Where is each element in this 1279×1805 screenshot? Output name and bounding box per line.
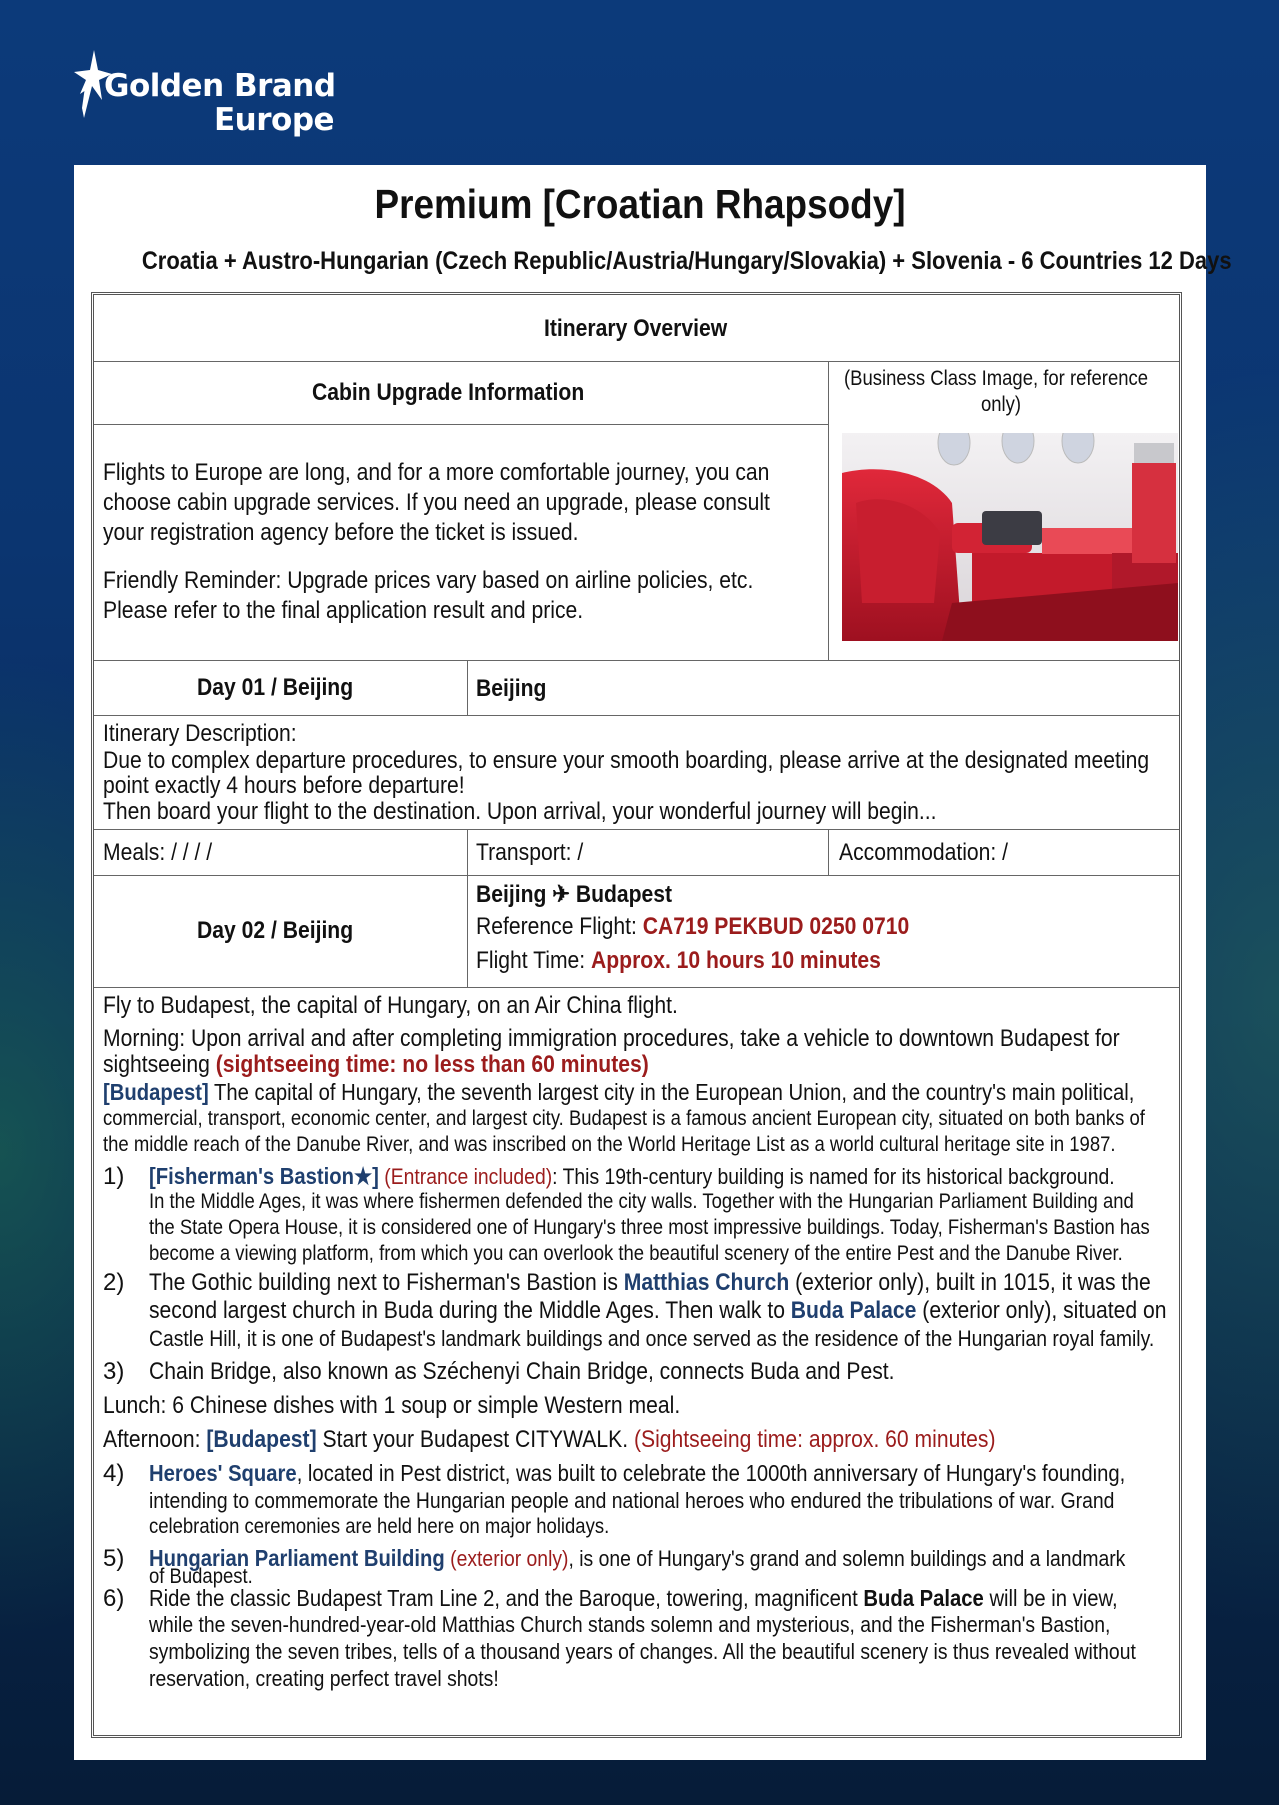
item2-text: The Gothic building next to Fisherman's Bastion is <box>149 1269 624 1296</box>
item2-line3: Castle Hill, it is one of Budapest's landmark buildings and once served as the residence of the Hungarian royal family. <box>149 1326 1155 1351</box>
item5-line1 <box>149 1545 1125 1572</box>
afternoon-time-note: (Sightseeing time: approx. 60 minutes) <box>633 1426 996 1453</box>
sightseeing-time-note: (sightseeing time: no less than 60 minutes) <box>215 1051 649 1078</box>
item6-line1 <box>149 1585 1118 1612</box>
item6-line3: symbolizing the seven tribes, tells of a thousand years of changes. All the beautiful scenery is thus revealed without <box>149 1639 1136 1664</box>
item3-number: 3) <box>103 1358 125 1385</box>
afternoon-budapest-tag: [Budapest] <box>206 1426 317 1453</box>
matthias-church-tag: Matthias Church <box>623 1269 790 1296</box>
day1-desc-line: Then board your flight to the destination. Upon arrival, your wonderful journey will begin... <box>103 798 937 825</box>
budapest-tag: [Budapest] <box>103 1079 209 1105</box>
itinerary-document <box>74 165 1232 1760</box>
day2-intro: Fly to Budapest, the capital of Hungary, on an Air China flight. <box>103 992 678 1019</box>
day2-route: Beijing ✈ Budapest <box>476 881 673 908</box>
day1-desc-line: point exactly 4 hours before departure! <box>103 772 465 799</box>
afternoon-line <box>103 1426 996 1454</box>
day2-flight <box>476 913 909 941</box>
day2-flight-time <box>476 947 881 975</box>
heroes-square-tag: Heroes' Square <box>149 1460 297 1486</box>
brand-name-line2: Europe <box>214 102 335 138</box>
lunch-text: Lunch: 6 Chinese dishes with 1 soup or simple Western meal. <box>103 1392 681 1419</box>
item2-text: (exterior only), situated on <box>916 1297 1167 1324</box>
budapest-desc-line1 <box>103 1079 1134 1106</box>
item2-line2 <box>149 1297 1166 1325</box>
buda-palace-tag: Buda Palace <box>790 1297 917 1324</box>
day2-morning-line2 <box>103 1051 649 1079</box>
item2-line1 <box>149 1269 1151 1297</box>
item6-line2: while the seven-hundred-year-old Matthias Church stands solemn and mysterious, and the Fisherman's Bastion, <box>149 1612 1111 1637</box>
cabin-upgrade-header: Cabin Upgrade Information <box>312 379 585 406</box>
budapest-desc-line3: the middle reach of the Danube River, and was inscribed on the World Heritage List as a world cultural heritage site in 1987. <box>103 1133 1116 1156</box>
budapest-desc-line2: commercial, transport, economic center, and largest city. Budapest is a famous ancient European city, situated on both banks of <box>103 1107 1145 1130</box>
item1-line: become a viewing platform, from which you can overlook the beautiful scenery of the entire Pest and the Danube River. <box>149 1242 1123 1265</box>
item2-text: second largest church in Buda during the Middle Ages. Then walk to <box>149 1297 791 1324</box>
item1-line1 <box>149 1163 1115 1190</box>
brand-name-line1: Golden Brand <box>104 68 336 104</box>
item2-number: 2) <box>103 1269 125 1296</box>
cabin-info-line: choose cabin upgrade services. If you need an upgrade, please consult <box>103 489 770 516</box>
cabin-reminder-line: Friendly Reminder: Upgrade prices vary based on airline policies, etc. <box>103 567 754 594</box>
document-subtitle: Croatia + Austro-Hungarian (Czech Republic/Austria/Hungary/Slovakia) + Slovenia - 6 Countries 12 Days <box>141 247 1232 275</box>
item4-text: , located in Pest district, was built to celebrate the 1000th anniversary of Hungary's founding, <box>296 1460 1126 1486</box>
day1-desc-line: Itinerary Description: <box>103 720 297 747</box>
day2-label: Day 02 / Beijing <box>197 917 354 944</box>
afternoon-text: Start your Budapest CITYWALK. <box>316 1426 634 1453</box>
image-caption-line2: only) <box>981 393 1022 416</box>
day1-city: Beijing <box>476 675 547 702</box>
flight-label: Reference Flight: <box>476 913 643 940</box>
item5-number: 5) <box>103 1545 125 1572</box>
item6-number: 6) <box>103 1585 125 1612</box>
item4-line3: celebration ceremonies are held here on major holidays. <box>149 1515 610 1538</box>
item5-text: , is one of Hungary's grand and solemn buildings and a landmark <box>568 1546 1126 1571</box>
afternoon-text: Afternoon: <box>103 1426 207 1453</box>
day2-morning-line1: Morning: Upon arrival and after completing immigration procedures, take a vehicle to downtown Budapest for <box>103 1025 1120 1052</box>
cabin-info-line: your registration agency before the ticket is issued. <box>103 519 579 546</box>
exterior-only-note: (exterior only) <box>444 1546 569 1571</box>
morning-text: sightseeing <box>103 1051 216 1078</box>
item1-text: : This 19th-century building is named for its historical background. <box>552 1164 1115 1189</box>
item5-line2: of Budapest. <box>149 1565 253 1588</box>
cabin-info-line: Flights to Europe are long, and for a more comfortable journey, you can <box>103 459 770 486</box>
day1-transport: Transport: / <box>476 839 584 866</box>
item1-line: In the Middle Ages, it was where fishermen defended the city walls. Together with the Hungarian Parliament Building and <box>149 1190 1134 1213</box>
day1-accommodation: Accommodation: / <box>839 839 1009 866</box>
item1-number: 1) <box>103 1163 125 1190</box>
buda-palace-bold: Buda Palace <box>863 1585 984 1611</box>
flight-time-value: Approx. 10 hours 10 minutes <box>591 947 881 974</box>
flight-number: CA719 PEKBUD 0250 0710 <box>642 913 910 940</box>
document-title: Premium [Croatian Rhapsody] <box>374 181 906 227</box>
parliament-tag: Hungarian Parliament Building <box>149 1545 445 1571</box>
item4-line2: intending to commemorate the Hungarian people and national heroes who endured the tribulations of war. Grand <box>149 1488 1115 1513</box>
cabin-reminder-line: Please refer to the final application result and price. <box>103 597 584 624</box>
item1-line: the State Opera House, it is considered one of Hungary's three most impressive buildings. Today, Fisherman's Bastion has <box>149 1216 1150 1239</box>
day1-label: Day 01 / Beijing <box>197 674 354 701</box>
day1-desc-line: Due to complex departure procedures, to ensure your smooth boarding, please arrive at the designated meeting <box>103 747 1150 774</box>
budapest-text: The capital of Hungary, the seventh largest city in the European Union, and the country's main political, <box>208 1079 1135 1105</box>
item4-line1 <box>149 1460 1125 1487</box>
fishermans-bastion-tag: [Fisherman's Bastion★] <box>149 1163 379 1189</box>
item6-line4: reservation, creating perfect travel shots! <box>149 1666 499 1691</box>
day1-meals: Meals: / / / / <box>103 839 213 866</box>
item4-number: 4) <box>103 1460 125 1487</box>
brand-logo <box>72 48 372 138</box>
item3-text: Chain Bridge, also known as Széchenyi Chain Bridge, connects Buda and Pest. <box>149 1358 895 1385</box>
item6-text: Ride the classic Budapest Tram Line 2, and the Baroque, towering, magnificent <box>149 1585 864 1611</box>
item6-text: will be in view, <box>983 1585 1118 1611</box>
itinerary-overview-header: Itinerary Overview <box>544 315 728 342</box>
entrance-note: (Entrance included) <box>378 1164 553 1189</box>
itinerary-table <box>91 292 1182 1738</box>
flight-time-label: Flight Time: <box>476 947 592 974</box>
business-class-seat-image <box>842 433 1178 641</box>
image-caption-line1: (Business Class Image, for reference <box>844 367 1149 390</box>
item2-text: (exterior only), built in 1015, it was the <box>789 1269 1151 1296</box>
